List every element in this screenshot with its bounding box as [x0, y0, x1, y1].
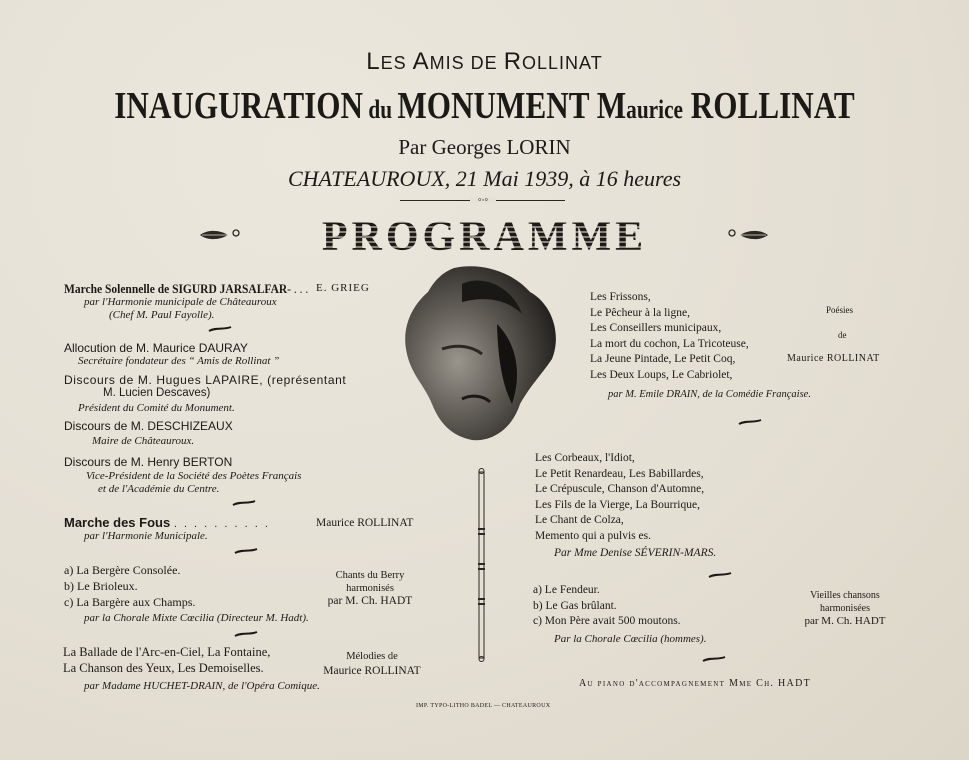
swash-ornament-icon	[234, 631, 258, 637]
rule-ornament-icon: ⸰◦⸰	[470, 197, 496, 203]
item-sigurd-title: Marche Solennelle de SIGURD JARSALFAR- . . .	[64, 282, 309, 296]
vertical-divider-ornament	[477, 468, 486, 663]
item-melodies-credit: Mélodies de Maurice ROLLINAT	[323, 651, 421, 677]
poems-credit-line-2: de	[838, 330, 847, 340]
item-berry-credit: Chants du Berry harmonisés par M. Ch. HADT	[327, 570, 413, 607]
item-fous-performer: par l'Harmonie Municipale.	[84, 530, 208, 542]
poems-performer-drain: par M. Emile DRAIN, de la Comédie Française.	[608, 389, 811, 400]
item-berry-song-a: a) La Bergère Consolée.	[64, 563, 181, 577]
swash-ornament-icon	[738, 419, 762, 425]
society-name: LES AMIS DE ROLLINAT	[366, 48, 603, 75]
old-song-b: b) Le Gas brûlant.	[533, 600, 617, 612]
item-berton-title: Discours de M. Henry BERTON	[64, 455, 233, 469]
poems-credit-line-1: Poésies	[826, 305, 853, 315]
rollinat-portrait-image	[402, 264, 562, 442]
swash-ornament-icon	[708, 572, 732, 578]
item-sigurd-performer: par l'Harmonie municipale de Châteauroux	[84, 296, 277, 308]
item-deschizeaux-title: Discours de M. DESCHIZEAUX	[64, 419, 233, 433]
old-song-c: c) Mon Père avait 500 moutons.	[533, 615, 681, 627]
item-melodies-performer: par Madame HUCHET-DRAIN, de l'Opéra Comique.	[84, 680, 320, 692]
swash-ornament-icon	[232, 500, 256, 506]
item-dauray-title: Allocution de M. Maurice DAURAY	[64, 341, 248, 355]
old-songs-credit: Vieilles chansons harmonisées par M. Ch. HADT	[804, 590, 886, 627]
item-lapaire-represented: M. Lucien Descaves)	[103, 387, 211, 399]
poems-performer-severin-mars: Par Mme Denise SÉVERIN-MARS.	[554, 547, 717, 559]
item-berry-song-c: c) La Bargère aux Champs.	[64, 595, 196, 609]
event-title: INAUGURATION du MONUMENT Maurice ROLLINAT	[114, 85, 855, 127]
item-lapaire-role: Président du Comité du Monument.	[78, 402, 235, 414]
old-songs-performer: Par la Chorale Cœcilia (hommes).	[554, 633, 707, 645]
item-fous-title: Marche des Fous . . . . . . . . . .	[64, 515, 270, 530]
item-berry-song-b: b) Le Brioleux.	[64, 579, 138, 593]
item-melodies-line-1: La Ballade de l'Arc-en-Ciel, La Fontaine,	[63, 645, 271, 659]
item-berry-performer: par la Chorale Mixte Cœcilia (Directeur M. Hadt).	[84, 612, 309, 624]
item-sigurd-composer: E. GRIEG	[316, 282, 370, 294]
item-lapaire-title: Discours de M. Hugues LAPAIRE, (représentant	[64, 373, 347, 387]
poems-credit-line-3: Maurice ROLLINAT	[787, 353, 880, 364]
place-date: CHATEAUROUX, 21 Mai 1939, à 16 heures	[287, 166, 682, 191]
item-melodies-line-2: La Chanson des Yeux, Les Demoiselles.	[63, 661, 264, 675]
leaf-ornament-right-icon	[726, 228, 770, 242]
poems-list-2: Les Corbeaux, l'Idiot, Le Petit Renardeau, Les Babillardes, Le Crépuscule, Chanson d'Automne, Les Fils de la Vierge, La Bourrique, Le Chant de Colza, Memento qui a pulvis es.	[535, 452, 705, 542]
swash-ornament-icon	[208, 326, 232, 332]
item-dauray-role: Secrétaire fondateur des “ Amis de Rollinat ”	[78, 355, 280, 367]
item-berton-role-1: Vice-Président de la Société des Poètes Français	[86, 470, 302, 482]
author-line: Par Georges LORIN	[398, 135, 571, 159]
swash-ornament-icon	[702, 656, 726, 662]
item-deschizeaux-role: Maire de Châteauroux.	[92, 435, 195, 447]
swash-ornament-icon	[234, 548, 258, 554]
piano-accompaniment: Au piano d'accompagnement Mme Ch. HADT	[579, 678, 812, 689]
printer-imprint: IMP. TYPO-LITHO BADEL — CHATEAUROUX	[416, 703, 551, 709]
poems-list-1: Les Frissons, Le Pêcheur à la ligne, Les Conseillers municipaux, La mort du cochon, La Tricoteuse, La Jeune Pintade, Le Petit Coq, Les Deux Loups, Le Cabriolet,	[590, 291, 749, 381]
programme-heading: PROGRAMME	[0, 213, 969, 261]
item-fous-composer: Maurice ROLLINAT	[316, 517, 414, 529]
item-sigurd-conductor: (Chef M. Paul Fayolle).	[109, 309, 215, 321]
old-song-a: a) Le Fendeur.	[533, 584, 600, 596]
item-berton-role-2: et de l'Académie du Centre.	[98, 483, 220, 495]
